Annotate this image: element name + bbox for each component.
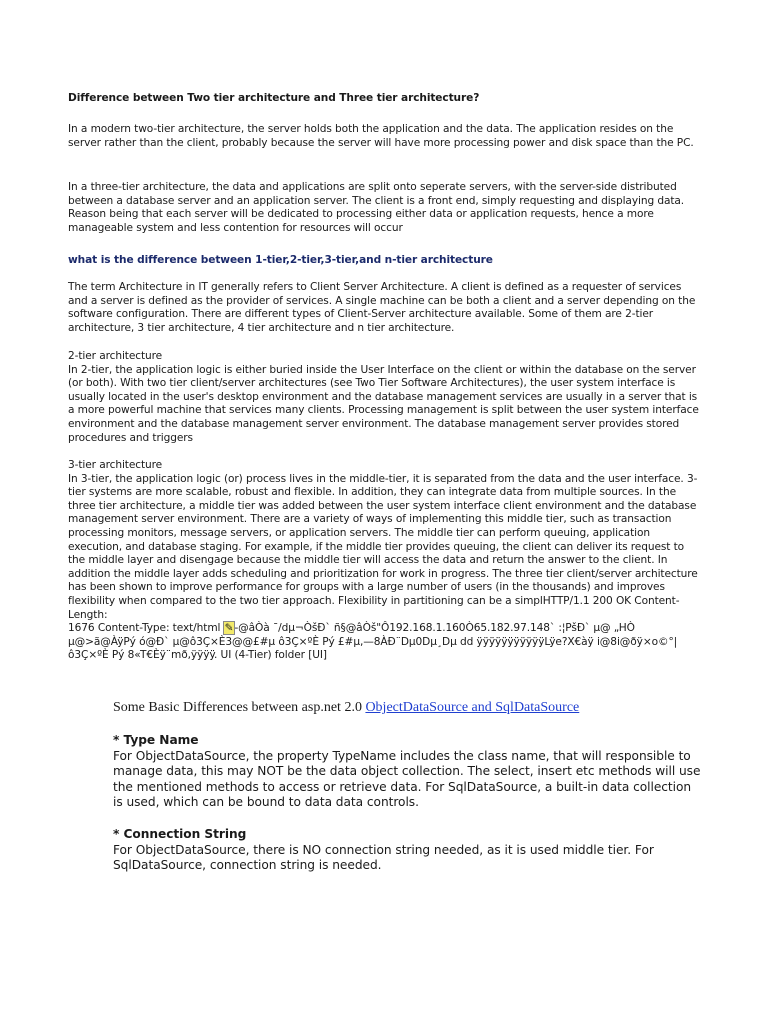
connection-string-body: For ObjectDataSource, there is NO connection string needed, as it is used middle tier. For SqlDataSource, connection string is needed. [113,842,654,872]
garbled-http-text [68,622,704,663]
paragraph-three-tier: In a three-tier architecture, the data and applications are split onto seperate servers, with the server-side distributed between a database server and an application server. The client is a front end, simply requesting and displaying data. Reason being that each server will be dedicated to processing either data or application requests, hence a more manageable system and less contention for resources will occur [68,181,685,234]
garbled-text-pre: 1676 Content-Type: text/html [68,622,224,635]
heading-n-tier-difference: what is the difference between 1-tier,2-tier,3-tier,and n-tier architecture [68,254,493,266]
type-name-body: For ObjectDataSource, the property TypeName includes the class name, that will responsible to manage data, this may NOT be the data object collection. The select, insert etc methods will use the mentioned methods to access or retrieve data. For SqlDataSource, a built-in data collection is used, which can be bound to data data controls. [113,748,701,809]
objectdatasource-sqldatasource-link[interactable]: ObjectDataSource and SqlDataSource [365,700,580,715]
pencil-note-icon: ✎ [224,622,234,635]
garbled-text-post: -@âÒà ¯/dµ¬ÒšÐ` ñ§@âÒš"Ô192.168.1.160Ò65.182.97.148` :¦PšÐ` µ@ „HÒ µ@>ã@ÀÿPý ó@Ð` µ@ô3Ç×È3@@£#µ ô3Ç×ºÈ Pý £#µ,—8ÀÐ¨Dµ0Dµ¸Dµ dd ÿÿÿÿÿÿÿÿÿÿÿLÿe?X€àÿ i@8i@ðÿ×o©°|ô3Ç×ºÈ Pý 8«T€Èÿ¨mð,ÿÿÿÿ. UI (4-Tier) folder [UI] [68,622,678,662]
type-name-title: * Type Name [113,733,199,747]
heading-asp-net-differences [113,699,713,716]
two-tier-section [68,350,704,445]
two-tier-title: 2-tier architecture [68,350,163,362]
three-tier-title: 3-tier architecture [68,459,163,471]
connection-string-title: * Connection String [113,827,247,841]
three-tier-body: In 3-tier, the application logic (or) process lives in the middle-tier, it is separated from the data and the user interface. 3-tier systems are more scalable, robust and flexible. In addition, they can integrate data from multiple sources. In the three tier architecture, a middle tier was added between the user system interface client environment and the database management server environment. There are a variety of ways of implementing this middle tier, such as transaction processing monitors, message servers, or application servers. The middle tier can perform queuing, application execution, and database staging. For example, if the middle tier provides queuing, the client can deliver its request to the middle layer and disengage because the middle tier will access the data and return the answer to the client. In addition the middle layer adds scheduling and prioritization for work in progress. The three tier client/server architecture has been shown to improve performance for groups with a large number of users (in the thousands) and improves flexibility when compared to the two tier approach. Flexibility in partitioning can be a simplHTTP/1.1 200 OK Content-Length: [68,472,698,621]
heading-asp-net-prefix: Some Basic Differences between asp.net 2.0 [113,700,366,715]
type-name-section [113,733,703,811]
paragraph-two-tier: In a modern two-tier architecture, the server holds both the application and the data. The application resides on the server rather than the client, probably because the server will have more processing power and disk space than the PC. [68,123,694,149]
three-tier-section [68,459,704,663]
two-tier-body: In 2-tier, the application logic is either buried inside the User Interface on the client or within the database on the server (or both). With two tier client/server architectures (see Two Tier Software Architectures), the user system interface is usually located in the user's desktop environment and the database management services are usually in a server that is a more powerful machine that services many clients. Processing management is split between the user system interface environment and the database management server environment. The database management server provides stored procedures and triggers [68,363,699,444]
heading-two-vs-three-tier: Difference between Two tier architecture and Three tier architecture? [68,92,480,104]
paragraph-client-server-intro: The term Architecture in IT generally refers to Client Server Architecture. A client is defined as a requester of services and a server is defined as the provider of services. A single machine can be both a client and a server depending on the software configuration. There are different types of Client-Server architecture available. Some of them are 2-tier architecture, 3 tier architecture, 4 tier architecture and n tier architecture. [68,281,696,334]
connection-string-section [113,827,703,874]
